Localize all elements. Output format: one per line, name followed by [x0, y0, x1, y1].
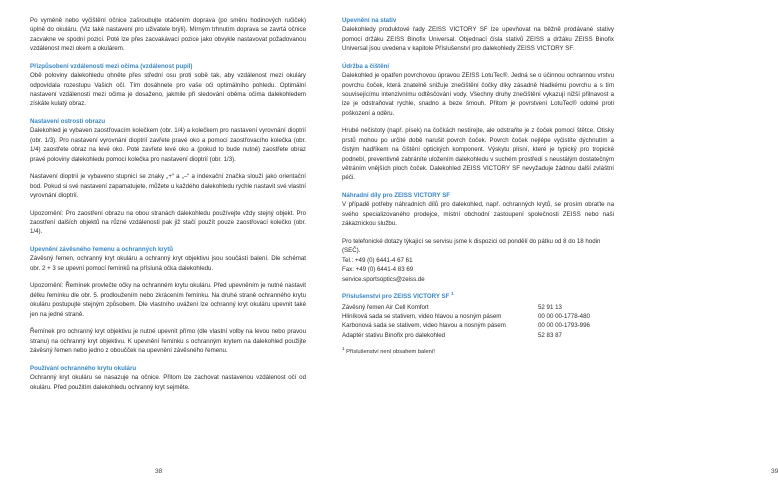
- paragraph: V případě potřeby náhradních dílů pro dalekohled, např. ochranných krytů, se prosím obraťte na svého specializovaného prodejce, místní obchodní zastoupení společnosti ZEISS nebo naši zákaznickou službu.: [342, 201, 614, 228]
- paragraph: Hrubé nečistoty (např. písek) na čočkách nestírejte, ale odstraňte je z čoček pomocí štětce. Otisky prstů mohou po určité době narušit povrch čoček. Povrch čoček nejlépe vyčistíte dýchnutím a čistým hadříkem na čištění optických komponent. Výskytu plísní, které je typický pro tropické podnebí, preventivně zabráníte uložením dalekohledu v suchém prostředí s neustálým dostatečným větráním vnějších ploch čoček. Dalekohled ZEISS VICTORY SF nevyžaduje žádnou další zvláštní péči.: [342, 127, 614, 182]
- page-left: [0, 0, 319, 497]
- page-number: 39: [771, 468, 778, 475]
- accessory-number: 52 83 87: [538, 331, 562, 339]
- contact-paragraph: Pro telefonické dotazy týkající se servisu jsme k dispozici od pondělí do pátku od 8 do 18 hodin (SEČ). Tel.: +49 (0) 6441-4 67 61 Fax: +49 (0) 6441-4 83 69 service.sportsoptics@zeiss.de: [342, 237, 601, 283]
- paragraph: Obě poloviny dalekohledu ohněte přes střední osu proti sobě tak, aby vzdálenost mezi okuláry odpovídala rozestupu Vašich očí. Tím dosáhnete pro vaše oči optimálního pohledu. Optimální nastavení vzdálenosti mezi očima je dosaženo, jakmile při sledování oběma očima dalekohledem získáte kulatý obraz.: [30, 72, 306, 108]
- paragraph: Závěsný řemen, ochranný kryt okuláru a ochranný kryt objektivu jsou součástí balení. Dle schémat obr. 2 + 3 se upevní pomocí řemínků na přísluná očka dalekohledu.: [30, 255, 306, 272]
- paragraph: Dalekohled je vybaven zaostřovacím kolečkem (obr. 1/4) a kolečkem pro nastavení vyrovnání dioptrií (obr. 1/3). Pro nastavení vyrovnání dioptrií zavřete pravé oko a pomocí zaostřovacího kolečka (obr. 1/4) zaostřete obraz na levé oko. Poté zavřete levé oko a (pokud to bude nutné) zaostřete obraz pravé poloviny dalekohledu pomocí kolečka pro nastavení dioptrií (obr. 1/3).: [30, 127, 306, 163]
- accessory-name: Hliníková sada se stativem, video hlavou a nosným pásem: [342, 312, 502, 320]
- heading-spare-parts: Náhradní díly pro ZEISS VICTORY SF: [342, 192, 451, 200]
- heading-tripod: Upevnění na stativ: [342, 17, 397, 24]
- paragraph: Nastavení dioptrií je vybaveno stupnicí se znaky „+“ a „–“ a indexační značka slouží jako orientační bod. Pokud si své nastavení zapamatujete, můžete u každého dalekohledu rychle nastavit své vlastní vyrovnání dioptrií.: [30, 173, 306, 200]
- phone-number: Tel.: +49 (0) 6441-4 67 61: [342, 256, 413, 264]
- table-row: [342, 303, 614, 312]
- page-right: [319, 0, 778, 497]
- paragraph: Řemínek pro ochranný kryt objektivu je nutné upevnit přímo (dle vlastní volby na levou nebo pravou stranu) na ochranný kryt objektivu. K upevnění řemínku s ochranným krytem na dalekohled použijte závěsný řemen nebo jedno z oboučček na upevnění závěsného řemenu.: [30, 328, 306, 355]
- accessory-number: 00 00 00-1778-480: [538, 312, 590, 320]
- heading-interpupillary: Přizpůsobení vzdálenosti mezi očima (vzdálenost pupil): [30, 62, 193, 70]
- note-paragraph: Upozornění: Řemínek provlečte očky na ochranném krytu okuláru. Před upevněním je nutné nastavit délku řemínku dle obr. 5. prodloužením nebo zkrácením řemínku. Na druhé straně ochranného krytu okuláru postupujte stejným způsobem. Dle vlastního uvážení lze ochranný kryt okuláru upevnit také jen na jedné straně.: [30, 282, 307, 318]
- table-row: [342, 321, 614, 330]
- note-paragraph: Upozornění: Pro zaostření obrazu na obou stranách dalekohledu používejte vždy stejný objekt. Pro zaostření dalších objektů na různé vzdálenosti pak již stačí použít pouze zaostřovací kolečko (obr. 1/4).: [30, 209, 306, 236]
- accessories-table: [342, 303, 614, 341]
- page-number: 38: [155, 468, 163, 475]
- heading-maintenance: Údržba a čištění: [342, 62, 390, 70]
- left-column: [30, 16, 306, 392]
- heading-eyepiece-cover: Používání ochranného krytu okuláru: [30, 364, 137, 372]
- accessory-number: 00 00 00-1793-996: [538, 322, 590, 330]
- paragraph: Dalekohledy produktové řady ZEISS VICTORY SF lze upevňovat na běžně prodávané stativy pomocí držáku ZEISS Binofix Universal. Objednací čísla stativů ZEISS a držáku ZEISS Binofix Universal jsou uvedena v kapitole Příslušenství pro dalekohledy ZEISS VICTORY SF.: [342, 26, 614, 53]
- accessory-name: Adaptér stativu Binofix pro dalekohled: [342, 331, 446, 339]
- right-column: [342, 16, 614, 357]
- intro-paragraph: Po vyměně nebo vyčištění očnice zašroubujte otáčením doprava (po směru hodinových ručiček) úplně do okuláru. (Viz také nastavení pro uživatele brýlí). Mírným trhnutím doprava se zavrtá očnice zacvakne ve spodní pozici. Poté lze přes zacvakávací pozice jako obvykle nastavovat požadovanou vzdálenost mezi okem a okulárem.: [30, 17, 306, 53]
- heading-accessories: Příslušenství pro ZEISS VICTORY SF $^1$: [342, 291, 454, 301]
- heading-focus: Nastavení ostrosti obrazu: [30, 118, 106, 126]
- service-email[interactable]: service.sportsoptics@zeiss.de: [342, 275, 425, 283]
- heading-strap-covers: Upevnění závěsného řemenu a ochranných krytů: [30, 246, 173, 254]
- footnote: $^1$ Příslušenství není obsahem balení!: [342, 346, 435, 356]
- accessory-name: Závěsný řemen Air Cell Komfort: [342, 303, 429, 311]
- table-row: [342, 331, 614, 340]
- paragraph: Ochranný kryt okuláru se nasazuje na očnice. Přitom lze zachovat nastavenou vzdálenost očí od okuláru. Před použitím dalekohledu ochranný kryt sejměte.: [30, 374, 306, 391]
- accessory-name: Karbonová sada se stativem, video hlavou a nosným pásem: [342, 322, 506, 330]
- accessory-number: 52 91 13: [538, 303, 562, 311]
- table-row: [342, 312, 614, 321]
- fax-number: Fax: +49 (0) 6441-4 83 69: [342, 266, 414, 274]
- paragraph: Dalekohled je opatřen povrchovou úpravou ZEISS LotuTec®. Jedná se o účinnou ochrannou vrstvu povrchu čoček, která znatelně snižuje znečištění čočky díky zásadně hladkému povrchu a s tím souvisejícímu intenzivnímu odtěsčování vody. Všechny druhy znečištění vykazují nižší přilnavost a lze je odstraňovat rychle, snadno a beze šmouh. Přitom je povrstvení LotuTec® odolné proti poškození a oděru.: [342, 72, 614, 117]
